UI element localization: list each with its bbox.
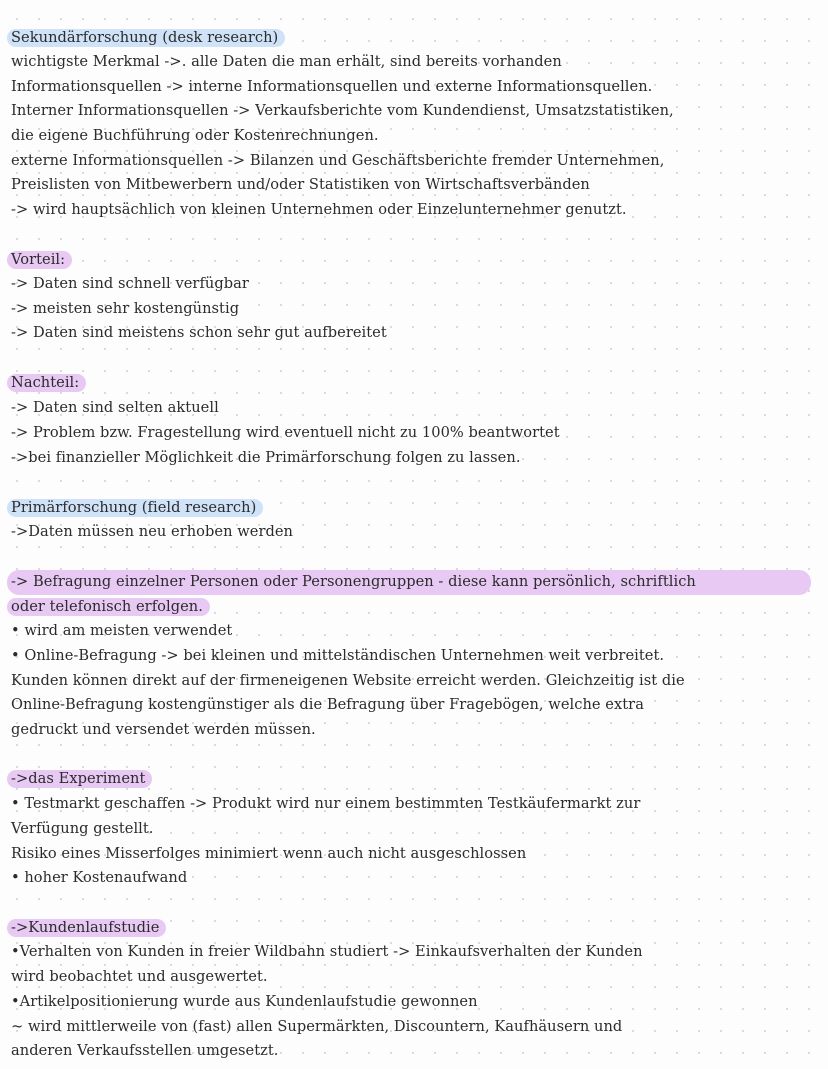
text-line: ~ wird mittlerweile von (fast) allen Supermärkten, Discountern, Kaufhäusern und — [11, 1018, 623, 1035]
text-line: ->bei finanzieller Möglichkeit die Primärforschung folgen zu lassen. — [11, 449, 521, 466]
text-line: Online-Befragung kostengünstiger als die Befragung über Fragebögen, welche extra — [11, 696, 644, 713]
heading-nachteil — [11, 371, 818, 396]
text-line: wichtigste Merkmal ->. alle Daten die man erhält, sind bereits vorhanden — [11, 53, 562, 70]
text-line: • hoher Kostenaufwand — [11, 869, 188, 886]
text-line: Interner Informationsquellen -> Verkaufsberichte vom Kundendienst, Umsatzstatistiken, — [11, 102, 674, 119]
text-line: -> Problem bzw. Fragestellung wird eventuell nicht zu 100% beantwortet — [11, 424, 560, 441]
text-line: wird beobachtet und ausgewertet. — [11, 968, 268, 985]
heading-primaerforschung — [11, 496, 818, 521]
text-line: Preislisten von Mitbewerbern und/oder Statistiken von Wirtschaftsverbänden — [11, 176, 590, 193]
heading-text: Nachteil: — [7, 374, 86, 392]
text-line: externe Informationsquellen -> Bilanzen und Geschäftsberichte fremder Unternehmen, — [11, 152, 665, 169]
heading-text: Vorteil: — [7, 251, 72, 269]
heading-text: ->das Experiment — [7, 770, 152, 788]
heading-sekundaerforschung — [11, 26, 818, 51]
text-line: -> Daten sind schnell verfügbar — [11, 275, 249, 292]
heading-experiment — [11, 767, 818, 792]
heading-vorteil — [11, 248, 818, 273]
text-line: -> Daten sind selten aktuell — [11, 399, 219, 416]
heading-text: ->Kundenlaufstudie — [7, 919, 166, 937]
text-line: Kunden können direkt auf der firmeneigenen Website erreicht werden. Gleichzeitig ist die — [11, 672, 685, 689]
text-line: • wird am meisten verwendet — [11, 622, 233, 639]
heading-befragung — [11, 570, 818, 595]
text-line: Verfügung gestellt. — [11, 820, 154, 837]
text-line: Risiko eines Misserfolges minimiert wenn auch nicht ausgeschlossen — [11, 845, 527, 862]
heading-text: -> Befragung einzelner Personen oder Personengruppen - diese kann persönlich, schriftlich — [7, 570, 811, 595]
heading-kundenlaufstudie — [11, 916, 818, 941]
text-line: •Verhalten von Kunden in freier Wildbahn studiert -> Einkaufsverhalten der Kunden — [11, 943, 643, 960]
heading-text: Primärforschung (field research) — [7, 499, 263, 517]
text-line: ->Daten müssen neu erhoben werden — [11, 523, 294, 540]
text-line: •Artikelpositionierung wurde aus Kundenlaufstudie gewonnen — [11, 993, 478, 1010]
text-line: -> meisten sehr kostengünstig — [11, 300, 240, 317]
text-line: die eigene Buchführung oder Kostenrechnungen. — [11, 127, 379, 144]
heading-befragung-continued — [11, 595, 818, 620]
text-line: -> wird hauptsächlich von kleinen Unternehmen oder Einzelunternehmer genutzt. — [11, 201, 627, 218]
text-line: anderen Verkaufsstellen umgesetzt. — [11, 1042, 279, 1059]
heading-text: oder telefonisch erfolgen. — [7, 598, 210, 616]
text-line: • Testmarkt geschaffen -> Produkt wird nur einem bestimmten Testkäufermarkt zur — [11, 795, 641, 812]
text-line: • Online-Befragung -> bei kleinen und mittelständischen Unternehmen weit verbreitet. — [11, 647, 665, 664]
heading-text: Sekundärforschung (desk research) — [7, 29, 285, 47]
text-line: -> Daten sind meistens schon sehr gut aufbereitet — [11, 324, 387, 341]
text-line: gedruckt und versendet werden müssen. — [11, 721, 316, 738]
text-line: Informationsquellen -> interne Informationsquellen und externe Informationsquellen. — [11, 78, 653, 95]
